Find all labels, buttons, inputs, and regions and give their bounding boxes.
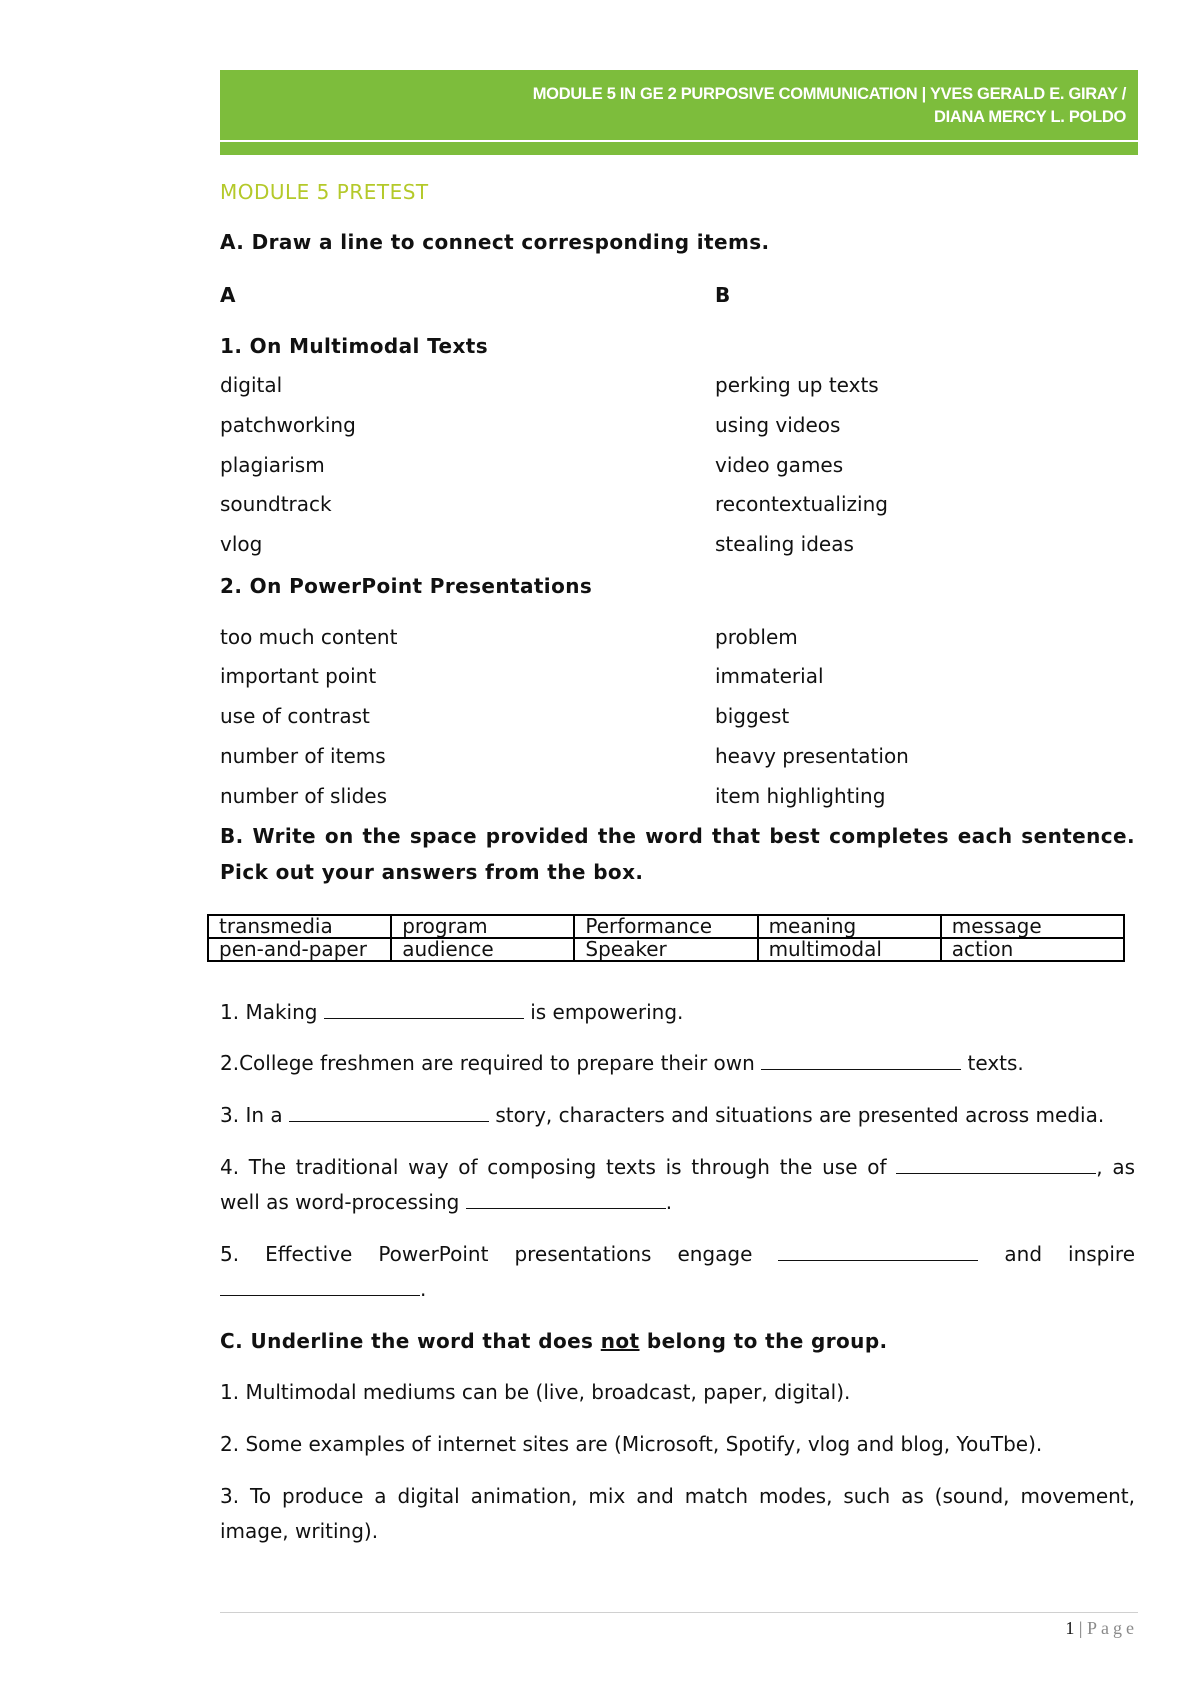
column-a-label: A bbox=[220, 283, 236, 307]
word-box-row bbox=[208, 938, 1124, 961]
match-right-item: using videos bbox=[715, 413, 841, 437]
section-c-instruction: C. Underline the word that does not belong to the group. bbox=[220, 1329, 888, 1353]
answer-blank[interactable] bbox=[324, 1000, 524, 1019]
section-b-instruction-line-1: B. Write on the space provided the word that best completes each sentence. bbox=[220, 824, 1135, 848]
word-box-cell: program bbox=[391, 915, 574, 938]
match-left-item: number of slides bbox=[220, 784, 388, 808]
match-left-item: patchworking bbox=[220, 413, 356, 437]
header-line-2: DIANA MERCY L. POLDO bbox=[933, 108, 1126, 126]
underline-question-1: 1. Multimodal mediums can be (live, broadcast, paper, digital). bbox=[220, 1380, 851, 1404]
match-right-item: heavy presentation bbox=[715, 744, 909, 768]
section-b-instruction-line-2: Pick out your answers from the box. bbox=[220, 860, 644, 884]
page-footer bbox=[1065, 1618, 1138, 1639]
fill-in-question-5: 5. Effective PowerPoint presentations engage and inspire bbox=[220, 1242, 1136, 1266]
answer-blank[interactable] bbox=[896, 1155, 1096, 1174]
header-rule bbox=[220, 142, 1138, 155]
word-box-cell: multimodal bbox=[758, 938, 941, 961]
header-band bbox=[220, 70, 1138, 140]
answer-blank[interactable] bbox=[761, 1051, 961, 1070]
match-left-item: important point bbox=[220, 664, 377, 688]
answer-blank[interactable] bbox=[220, 1277, 420, 1296]
word-box-cell: audience bbox=[391, 938, 574, 961]
fill-in-question-4-continued: well as word-processing . bbox=[220, 1190, 673, 1214]
word-box-cell: message bbox=[941, 915, 1124, 938]
header-line-1: MODULE 5 IN GE 2 PURPOSIVE COMMUNICATION | YVES GERALD E. GIRAY / bbox=[532, 85, 1126, 103]
match-left-item: soundtrack bbox=[220, 492, 332, 516]
match-right-item: video games bbox=[715, 453, 844, 477]
match-right-item: biggest bbox=[715, 704, 790, 728]
match-left-item: too much content bbox=[220, 625, 398, 649]
match-left-item: use of contrast bbox=[220, 704, 370, 728]
fill-in-question-3: 3. In a story, characters and situations are presented across media. bbox=[220, 1103, 1105, 1127]
match-right-item: stealing ideas bbox=[715, 532, 854, 556]
match-right-item: problem bbox=[715, 625, 798, 649]
match-left-item: vlog bbox=[220, 532, 263, 556]
word-box-cell: pen-and-paper bbox=[208, 938, 391, 961]
answer-blank[interactable] bbox=[289, 1103, 489, 1122]
fill-in-question-2: 2.College freshmen are required to prepare their own texts. bbox=[220, 1051, 1024, 1075]
match-left-item: digital bbox=[220, 373, 283, 397]
word-box-cell: meaning bbox=[758, 915, 941, 938]
answer-blank[interactable] bbox=[466, 1190, 666, 1209]
match-right-item: item highlighting bbox=[715, 784, 886, 808]
group-1-heading: 1. On Multimodal Texts bbox=[220, 334, 489, 358]
page-number: 1 bbox=[1065, 1618, 1075, 1638]
match-right-item: perking up texts bbox=[715, 373, 879, 397]
word-box-cell: action bbox=[941, 938, 1124, 961]
answer-blank[interactable] bbox=[778, 1242, 978, 1261]
word-box-cell: transmedia bbox=[208, 915, 391, 938]
underline-question-3: 3. To produce a digital animation, mix and match modes, such as (sound, movement, bbox=[220, 1484, 1135, 1508]
column-b-label: B bbox=[715, 283, 731, 307]
footer-separator: | bbox=[1074, 1618, 1087, 1638]
match-left-item: plagiarism bbox=[220, 453, 325, 477]
group-2-heading: 2. On PowerPoint Presentations bbox=[220, 574, 593, 598]
underline-question-2: 2. Some examples of internet sites are (Microsoft, Spotify, vlog and blog, YouTbe). bbox=[220, 1432, 1043, 1456]
fill-in-question-4: 4. The traditional way of composing texts is through the use of , as bbox=[220, 1155, 1135, 1179]
fill-in-question-1: 1. Making is empowering. bbox=[220, 1000, 684, 1024]
footer-rule bbox=[220, 1612, 1138, 1613]
match-left-item: number of items bbox=[220, 744, 386, 768]
word-box-row bbox=[208, 915, 1124, 938]
match-right-item: immaterial bbox=[715, 664, 824, 688]
word-box-cell: Performance bbox=[574, 915, 757, 938]
word-box-cell: Speaker bbox=[574, 938, 757, 961]
page-title: MODULE 5 PRETEST bbox=[220, 180, 429, 204]
fill-in-question-5-continued: . bbox=[220, 1277, 426, 1301]
underline-question-3-continued: image, writing). bbox=[220, 1519, 379, 1543]
page-label: Page bbox=[1087, 1618, 1138, 1638]
section-a-instruction: A. Draw a line to connect corresponding items. bbox=[220, 230, 770, 254]
word-box-table bbox=[207, 914, 1125, 962]
match-right-item: recontextualizing bbox=[715, 492, 888, 516]
